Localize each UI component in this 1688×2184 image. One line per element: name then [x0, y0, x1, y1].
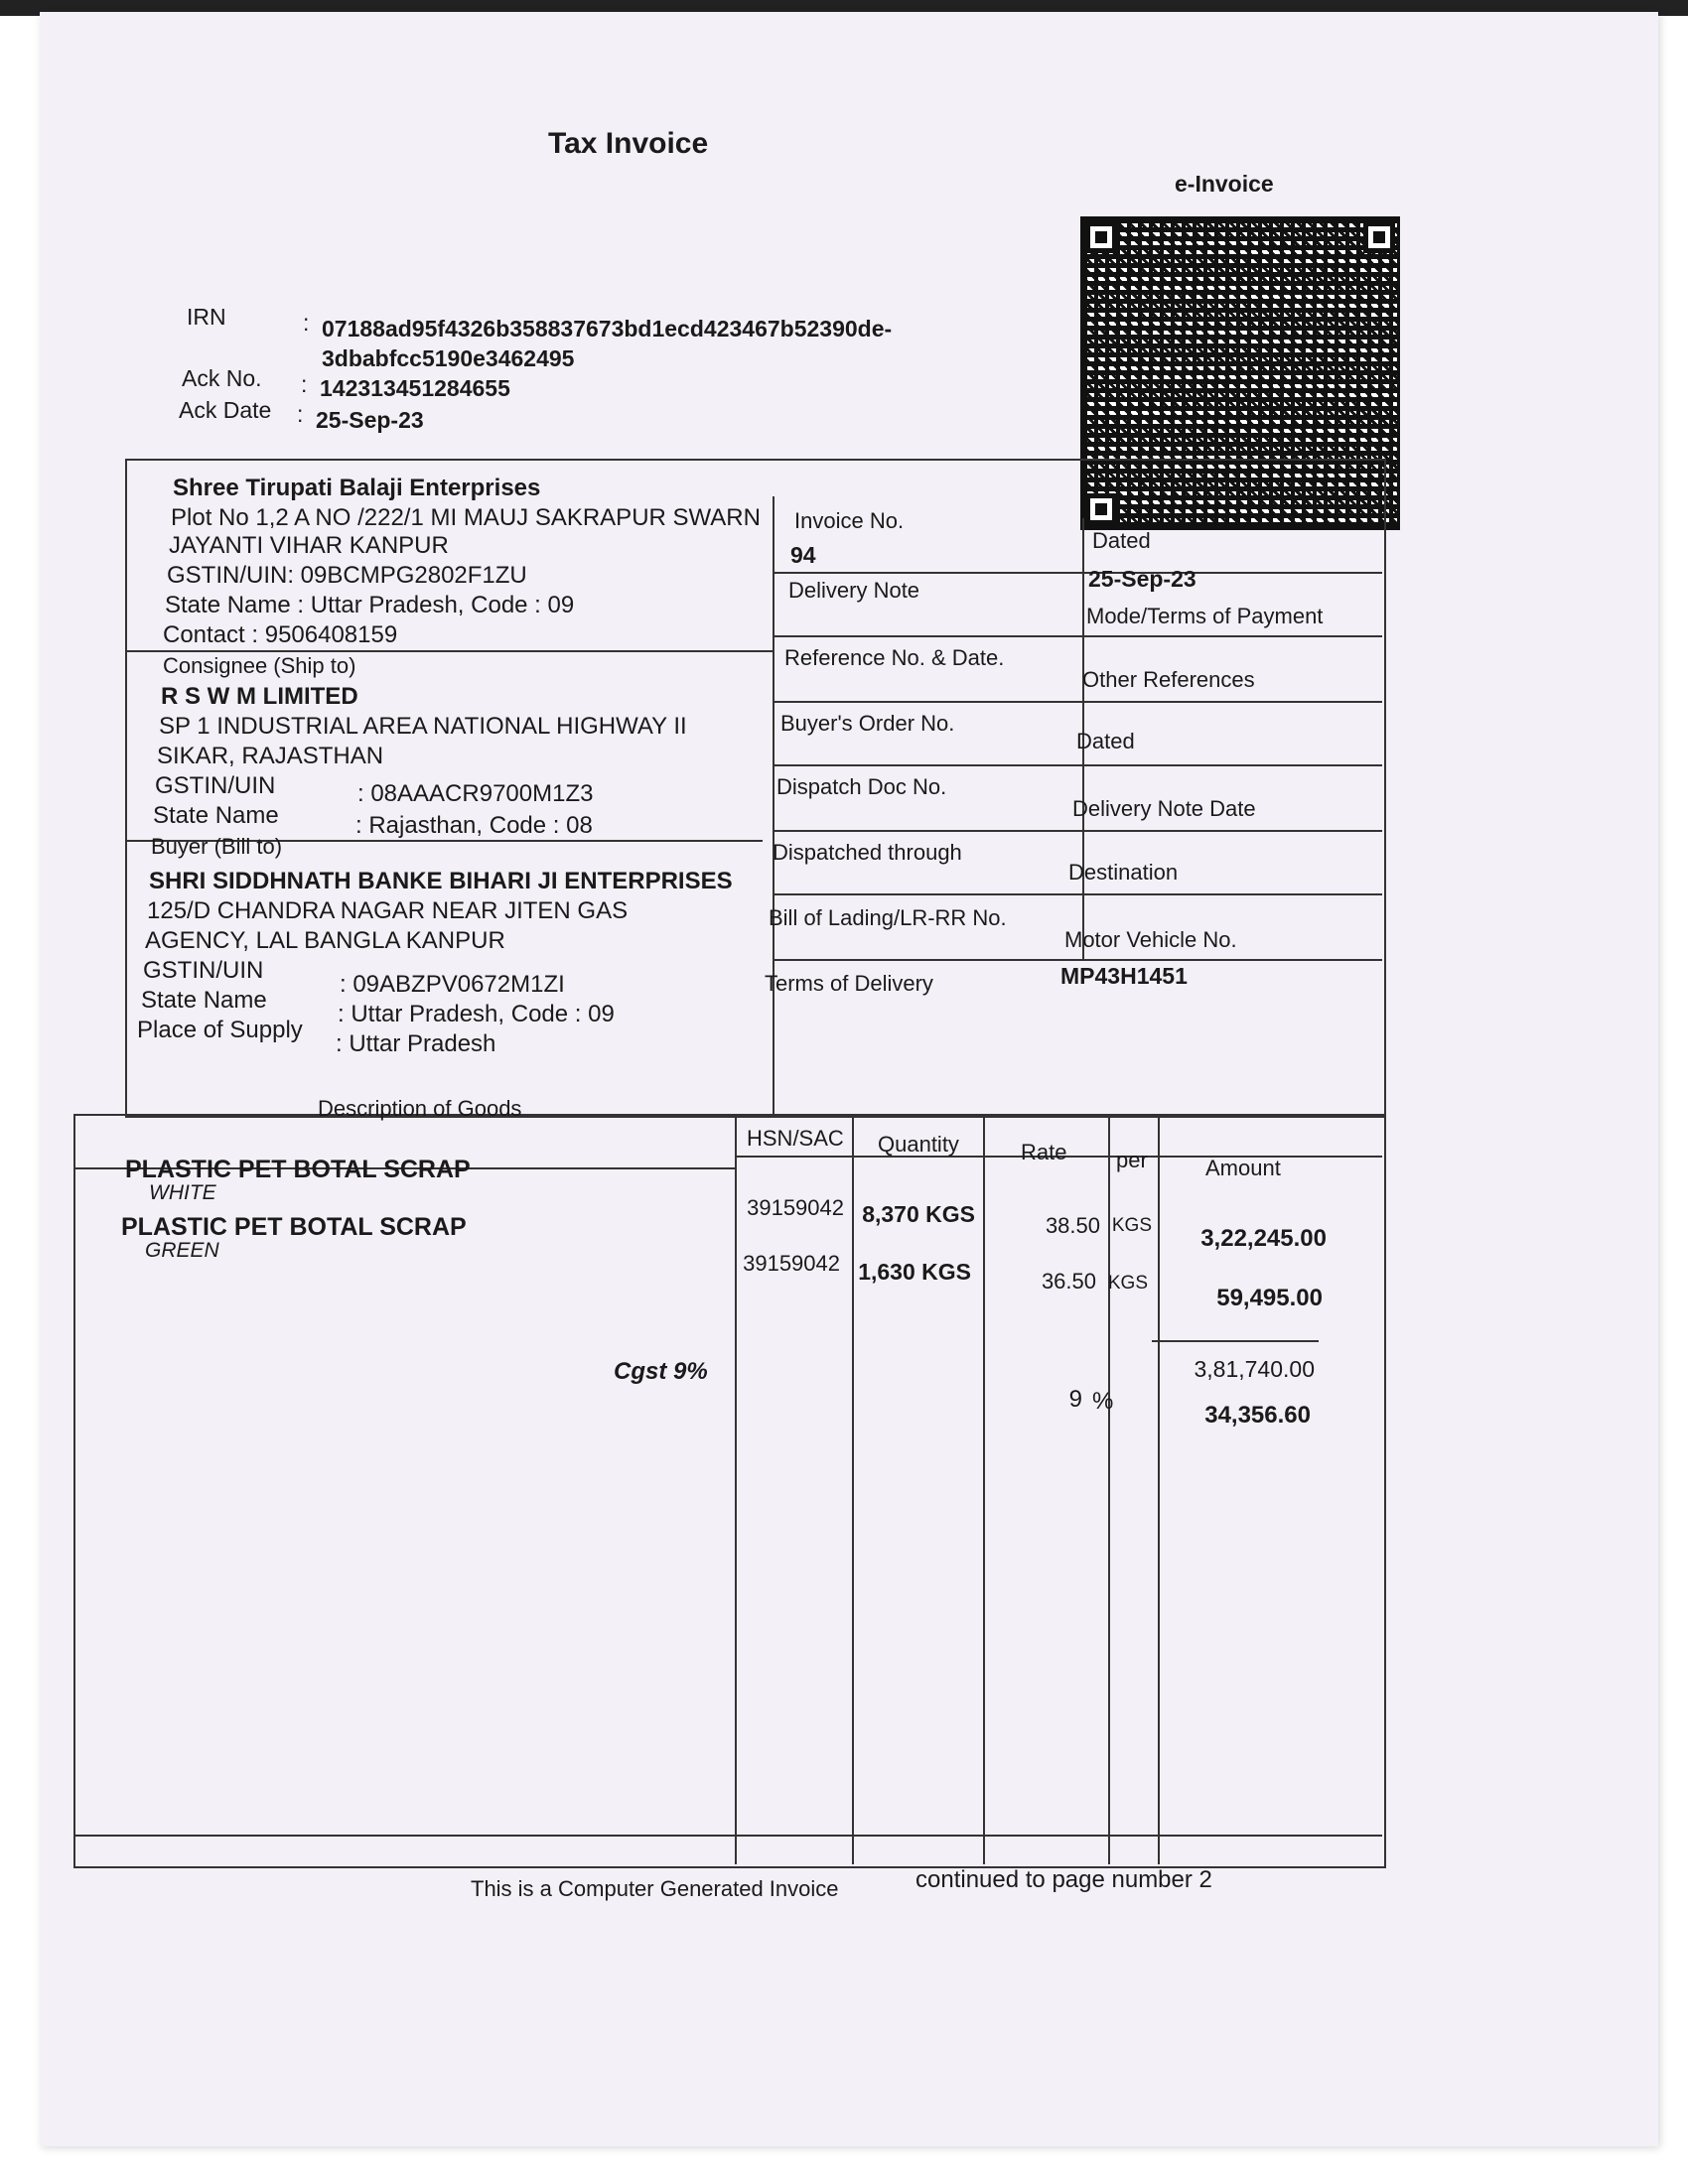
cgst-amount: 34,356.60 [1204, 1402, 1311, 1429]
ack-no-colon: : [301, 371, 308, 397]
item-2-hsn: 39159042 [743, 1251, 840, 1276]
ack-no-value: 142313451284655 [320, 375, 510, 401]
item-2-variant: GREEN [145, 1239, 219, 1262]
ack-no-label: Ack No. [182, 365, 262, 391]
consignee-state-value: : Rajasthan, Code : 08 [355, 812, 593, 839]
divider [773, 572, 1382, 574]
irn-value-line1: 07188ad95f4326b358837673bd1ecd423467b52390de- [322, 316, 893, 341]
buyer-state-value: : Uttar Pradesh, Code : 09 [338, 1001, 615, 1027]
divider [735, 1114, 737, 1864]
col-hsn: HSN/SAC [747, 1126, 844, 1151]
item-2-rate: 36.50 [1041, 1269, 1096, 1294]
delivery-note-date-label: Delivery Note Date [1072, 796, 1256, 821]
computer-generated-note: This is a Computer Generated Invoice [471, 1876, 839, 1901]
dated2-label: Dated [1076, 729, 1135, 753]
cgst-rate: 9 [1068, 1386, 1082, 1413]
einvoice-label: e-Invoice [1175, 171, 1274, 197]
item-1-amount: 3,22,245.00 [1200, 1225, 1327, 1252]
seller-name: Shree Tirupati Balaji Enterprises [173, 475, 541, 501]
invoice-no-label: Invoice No. [794, 508, 905, 533]
buyers-order-label: Buyer's Order No. [780, 711, 955, 736]
consignee-address-line1: SP 1 INDUSTRIAL AREA NATIONAL HIGHWAY II [159, 713, 687, 740]
consignee-heading: Consignee (Ship to) [163, 653, 356, 678]
seller-gstin: GSTIN/UIN: 09BCMPG2802F1ZU [167, 562, 527, 589]
cgst-rate-unit: % [1092, 1388, 1114, 1415]
col-amount: Amount [1205, 1156, 1281, 1180]
item-1-name: PLASTIC PET BOTAL SCRAP [125, 1156, 471, 1183]
consignee-name: R S W M LIMITED [161, 683, 358, 710]
ack-date-value: 25-Sep-23 [316, 407, 424, 433]
motor-vehicle-value: MP43H1451 [1060, 963, 1188, 989]
divider [773, 893, 1382, 895]
dated-value: 25-Sep-23 [1088, 566, 1196, 592]
item-1-hsn: 39159042 [747, 1195, 844, 1220]
divider [125, 650, 773, 652]
item-2-amount: 59,495.00 [1216, 1285, 1323, 1311]
item-1-variant: WHITE [149, 1181, 216, 1204]
col-per: per [1116, 1148, 1148, 1172]
consignee-state-label: State Name [153, 802, 279, 829]
ack-date-label: Ack Date [179, 397, 272, 423]
col-quantity: Quantity [878, 1132, 959, 1157]
seller-state: State Name : Uttar Pradesh, Code : 09 [165, 592, 575, 618]
buyer-state-label: State Name [141, 987, 267, 1014]
subtotal-amount: 3,81,740.00 [1194, 1356, 1315, 1382]
place-of-supply-value: : Uttar Pradesh [336, 1030, 496, 1057]
bill-of-lading-label: Bill of Lading/LR-RR No. [769, 905, 1007, 930]
continued-note: continued to page number 2 [915, 1866, 1212, 1893]
motor-vehicle-label: Motor Vehicle No. [1064, 927, 1237, 952]
divider [73, 1835, 1382, 1837]
ack-date-colon: : [297, 401, 304, 427]
consignee-address-line2: SIKAR, RAJASTHAN [157, 743, 384, 769]
subtotal-rule [1152, 1340, 1319, 1342]
seller-address-line1: Plot No 1,2 A NO /222/1 MI MAUJ SAKRAPUR SWARN [171, 504, 761, 531]
buyer-gstin-label: GSTIN/UIN [143, 957, 264, 984]
item-1-quantity: 8,370 KGS [862, 1201, 975, 1227]
divider [983, 1114, 985, 1864]
buyer-heading: Buyer (Bill to) [151, 834, 283, 859]
other-references-label: Other References [1082, 667, 1255, 692]
item-1-rate: 38.50 [1045, 1213, 1100, 1238]
destination-label: Destination [1068, 860, 1179, 885]
seller-address-line2: JAYANTI VIHAR KANPUR [169, 532, 449, 559]
dispatch-doc-label: Dispatch Doc No. [776, 774, 947, 799]
irn-value-line2: 3dbabfcc5190e3462495 [322, 345, 575, 371]
item-2-quantity: 1,630 KGS [858, 1259, 971, 1285]
irn-label: IRN [187, 304, 226, 330]
consignee-gstin-value: : 08AAACR9700M1Z3 [357, 780, 594, 807]
divider [773, 959, 1382, 961]
place-of-supply-label: Place of Supply [137, 1017, 303, 1043]
item-1-per: KGS [1111, 1215, 1152, 1236]
terms-of-delivery-label: Terms of Delivery [765, 971, 933, 996]
dispatched-through-label: Dispatched through [773, 840, 962, 865]
cgst-label: Cgst 9% [614, 1358, 708, 1385]
buyer-address-line1: 125/D CHANDRA NAGAR NEAR JITEN GAS [147, 897, 629, 924]
seller-contact: Contact : 9506408159 [163, 621, 398, 648]
irn-colon: : [303, 310, 310, 336]
delivery-note-label: Delivery Note [788, 578, 920, 603]
divider [773, 764, 1382, 766]
consignee-gstin-label: GSTIN/UIN [155, 772, 276, 799]
divider [773, 496, 774, 1114]
item-2-name: PLASTIC PET BOTAL SCRAP [121, 1213, 467, 1241]
reference-label: Reference No. & Date. [784, 645, 1005, 670]
mode-terms-label: Mode/Terms of Payment [1086, 604, 1324, 628]
buyer-name: SHRI SIDDHNATH BANKE BIHARI JI ENTERPRISES [149, 868, 733, 894]
col-rate: Rate [1021, 1140, 1067, 1164]
buyer-address-line2: AGENCY, LAL BANGLA KANPUR [145, 927, 505, 954]
col-description: Description of Goods [318, 1096, 522, 1121]
divider [773, 830, 1382, 832]
divider [852, 1114, 854, 1864]
invoice-no-value: 94 [790, 542, 816, 568]
divider [1158, 1114, 1160, 1864]
item-2-per: KGS [1107, 1273, 1148, 1294]
divider [773, 635, 1382, 637]
buyer-gstin-value: : 09ABZPV0672M1ZI [340, 971, 565, 998]
divider [773, 701, 1382, 703]
dated-label: Dated [1092, 528, 1151, 553]
invoice-title: Tax Invoice [548, 127, 709, 160]
